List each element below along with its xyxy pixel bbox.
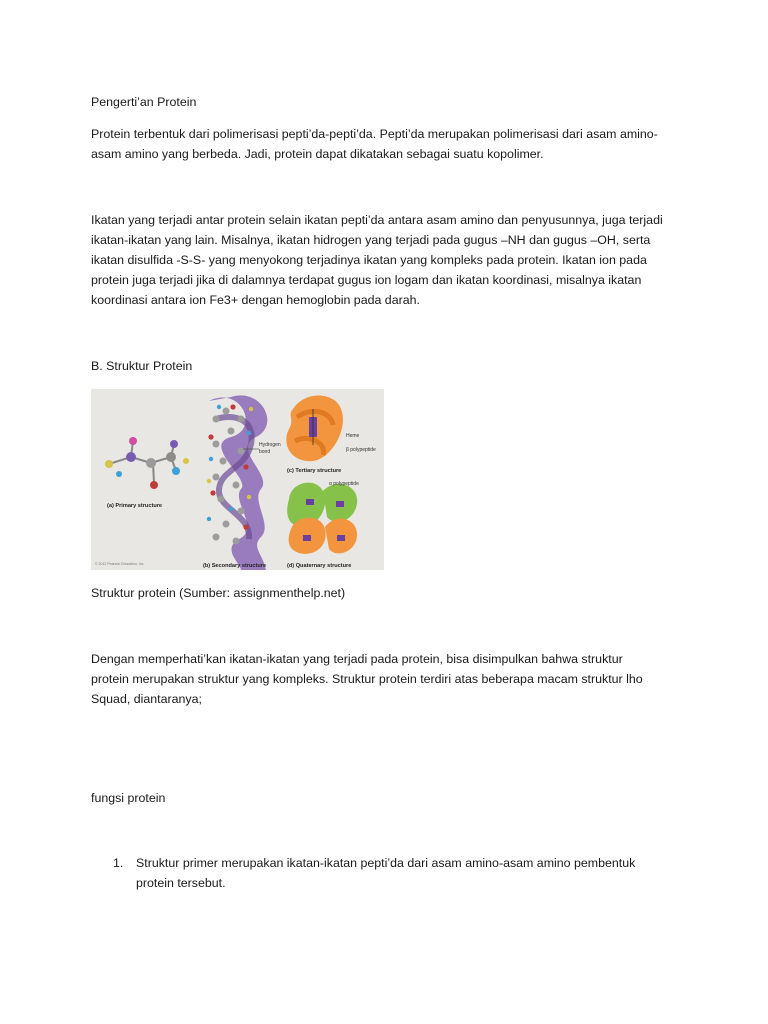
- label-bond: bond: [259, 449, 271, 455]
- label-heme: Heme: [346, 433, 360, 439]
- section-heading-struktur-protein: B. Struktur Protein: [91, 359, 193, 373]
- protein-structure-illustration: [91, 389, 384, 570]
- heading-pengertian-protein: Pengerti’an Protein: [91, 95, 197, 109]
- paragraph-2-line-4: protein juga terjadi jika di dalamnya terdapat gugus ion logam dan ikatan koordinasi, misalnya ikatan: [91, 273, 642, 287]
- label-primary-structure: (a) Primary structure: [107, 503, 163, 509]
- paragraph-2-line-2: ikatan-ikatan yang lain. Misalnya, ikatan hidrogen yang terjadi pada gugus –NH dan gugus –OH, serta: [91, 233, 651, 247]
- list-item-line-2: protein tersebut.: [136, 876, 226, 890]
- paragraph-3-line-2: protein merupakan struktur yang kompleks. Struktur protein terdiri atas beberapa macam struktur lho: [91, 672, 643, 686]
- paragraph-3-line-1: Dengan memperhati’kan ikatan-ikatan yang terjadi pada protein, bisa disimpulkan bahwa struktur: [91, 652, 623, 666]
- paragraph-2-line-1: Ikatan yang terjadi antar protein selain ikatan pepti’da antara asam amino dan penyusunnya, juga terjadi: [91, 213, 663, 227]
- paragraph-2-line-5: koordinasi antara ion Fe3+ dengan hemoglobin pada darah.: [91, 293, 420, 307]
- paragraph-1-line-2: asam amino yang berbeda. Jadi, protein dapat dikatakan sebagai suatu kopolimer.: [91, 147, 544, 161]
- figure-caption: Struktur protein (Sumber: assignmenthelp.net): [91, 586, 346, 600]
- heading-fungsi-protein: fungsi protein: [91, 791, 166, 805]
- label-alpha-polypeptide: α polypeptide: [329, 481, 359, 487]
- list-item-number: 1.: [113, 856, 124, 870]
- protein-structure-figure: [91, 389, 384, 570]
- label-beta-polypeptide: β polypeptide: [346, 447, 376, 453]
- copyright-text: © 2012 Pearson Education, Inc.: [95, 562, 145, 566]
- label-secondary-structure: (b) Secondary structure: [203, 563, 267, 569]
- label-tertiary-structure: (c) Tertiary structure: [287, 468, 342, 474]
- paragraph-1-line-1: Protein terbentuk dari polimerisasi pepti’da-pepti’da. Pepti’da merupakan polimerisasi dari asam amino-: [91, 127, 658, 141]
- label-hydrogen: Hydrogen: [259, 442, 281, 448]
- paragraph-3-line-3: Squad, diantaranya;: [91, 692, 202, 706]
- label-quaternary-structure: (d) Quaternary structure: [287, 563, 352, 569]
- paragraph-2-line-3: ikatan disulfida -S-S- yang menyokong terjadinya ikatan yang kompleks pada protein. Ikatan ion pada: [91, 253, 647, 267]
- list-item-line-1: Struktur primer merupakan ikatan-ikatan pepti’da dari asam amino-asam amino pembentuk: [136, 856, 636, 870]
